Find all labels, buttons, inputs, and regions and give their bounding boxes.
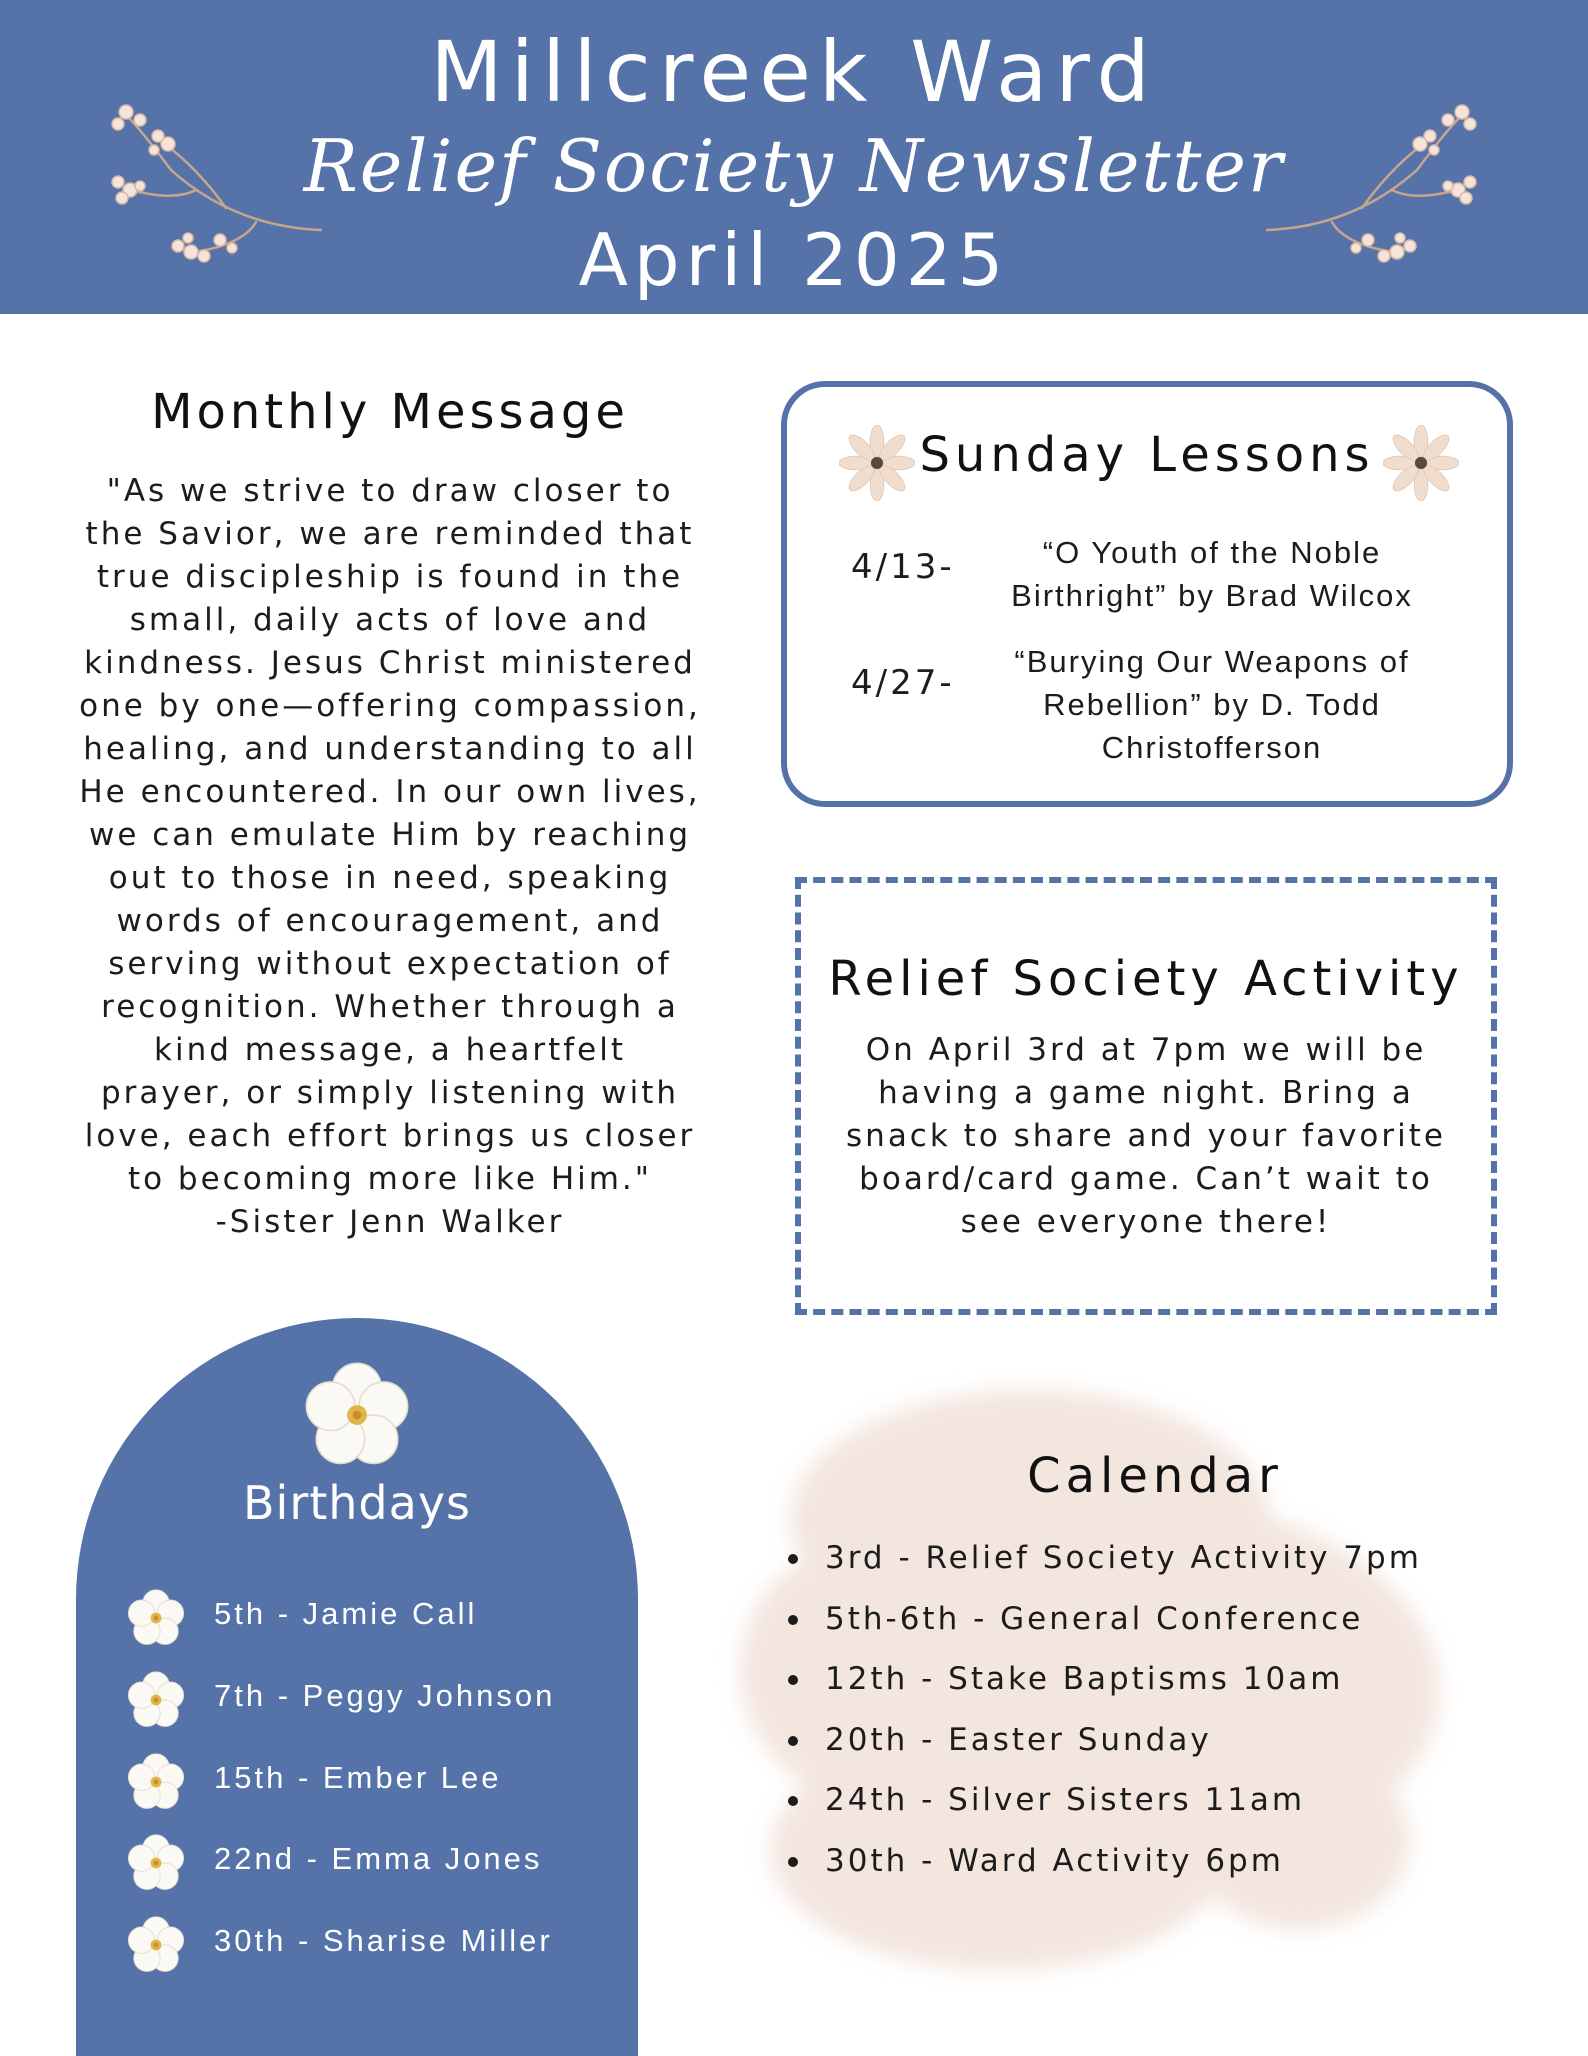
birthday-text: 7th - Peggy Johnson: [214, 1678, 556, 1713]
message-line: to becoming more like Him.": [127, 1161, 653, 1197]
activity-line: see everyone there!: [960, 1204, 1332, 1240]
bullet-icon: [788, 1675, 798, 1685]
message-line: serving without expectation of: [108, 946, 672, 982]
bullet-icon: [788, 1554, 798, 1564]
message-line: words of encouragement, and: [116, 903, 664, 939]
message-line: kind message, a heartfelt: [154, 1032, 626, 1068]
activity-line: board/card game. Can’t wait to: [859, 1161, 1433, 1197]
calendar-heading: Calendar: [1027, 1448, 1283, 1504]
activity-heading: Relief Society Activity: [828, 951, 1464, 1007]
lesson-date: 4/27-: [851, 663, 955, 703]
calendar-item-text: 20th - Easter Sunday: [825, 1721, 1212, 1758]
message-line: small, daily acts of love and: [129, 602, 651, 638]
message-line: "As we strive to draw closer to: [106, 473, 674, 509]
sunday-lessons-box: [781, 381, 1513, 807]
monthly-message-body: [72, 470, 708, 1244]
activity-line: having a game night. Bring a: [878, 1075, 1414, 1111]
birthday-item: [126, 1670, 636, 1730]
birthday-text: 5th - Jamie Call: [214, 1596, 478, 1631]
lesson-title: [957, 640, 1467, 769]
message-line: recognition. Whether through a: [101, 989, 679, 1025]
calendar-list: [780, 1535, 1480, 1898]
bullet-icon: [788, 1857, 798, 1867]
lesson-title-line: “O Youth of the Noble: [1042, 535, 1382, 570]
message-line: He encountered. In our own lives,: [79, 774, 701, 810]
lesson-title: [957, 531, 1467, 617]
white-flower-icon: [302, 1360, 412, 1470]
birthdays-heading: Birthdays: [242, 1476, 472, 1530]
bullet-icon: [788, 1615, 798, 1625]
calendar-item-text: 30th - Ward Activity 6pm: [825, 1842, 1284, 1879]
newsletter-date: April 2025: [578, 218, 1010, 302]
message-line: true discipleship is found in the: [96, 559, 684, 595]
calendar-item-text: 12th - Stake Baptisms 10am: [825, 1661, 1344, 1697]
newsletter-ward-title: Millcreek Ward: [430, 23, 1158, 121]
activity-line: On April 3rd at 7pm we will be: [865, 1032, 1427, 1068]
header-banner: [0, 0, 1588, 314]
monthly-message-heading: Monthly Message: [151, 384, 629, 440]
message-line: out to those in need, speaking: [108, 860, 672, 896]
message-line: love, each effort brings us closer: [84, 1118, 696, 1154]
lesson-title-line: Rebellion” by D. Todd: [1043, 687, 1381, 722]
birthday-item: [126, 1833, 636, 1893]
message-line: kindness. Jesus Christ ministered: [84, 645, 696, 681]
message-line: we can emulate Him by reaching: [88, 817, 692, 853]
calendar-item: [780, 1535, 1480, 1596]
calendar-item: [780, 1838, 1480, 1899]
calendar-item-text: 24th - Silver Sisters 11am: [825, 1782, 1306, 1818]
sunday-lessons-heading: Sunday Lessons: [919, 427, 1375, 483]
activity-line: snack to share and your favorite: [846, 1118, 1446, 1154]
birthday-item: [126, 1752, 636, 1812]
lesson-title-line: “Burying Our Weapons of: [1014, 644, 1410, 679]
white-flower-icon: [126, 1588, 186, 1648]
message-line: one by one—offering compassion,: [79, 688, 701, 724]
birthday-item: [126, 1588, 636, 1648]
white-flower-icon: [126, 1752, 186, 1812]
calendar-item: [780, 1777, 1480, 1838]
white-flower-icon: [126, 1670, 186, 1730]
lesson-date: 4/13-: [851, 547, 955, 587]
activity-body: [831, 1029, 1461, 1244]
birthday-text: 22nd - Emma Jones: [214, 1841, 543, 1876]
calendar-item-text: 3rd - Relief Society Activity 7pm: [825, 1540, 1422, 1576]
bullet-icon: [788, 1736, 798, 1746]
white-flower-icon: [126, 1833, 186, 1893]
lesson-title-line: Birthright” by Brad Wilcox: [1011, 578, 1413, 613]
message-line: the Savior, we are reminded that: [85, 516, 695, 552]
message-line: prayer, or simply listening with: [100, 1075, 680, 1111]
calendar-item: [780, 1596, 1480, 1657]
message-line: healing, and understanding to all: [83, 731, 697, 767]
calendar-item: [780, 1656, 1480, 1717]
birthdays-panel: [76, 1318, 638, 2056]
white-flower-icon: [126, 1915, 186, 1975]
bullet-icon: [788, 1796, 798, 1806]
lesson-title-line: Christofferson: [1101, 730, 1323, 765]
message-signature: -Sister Jenn Walker: [215, 1204, 565, 1240]
birthday-text: 30th - Sharise Miller: [214, 1923, 553, 1958]
birthday-item: [126, 1915, 636, 1975]
birthday-text: 15th - Ember Lee: [214, 1760, 502, 1795]
newsletter-subtitle: Relief Society Newsletter: [303, 124, 1285, 208]
calendar-item-text: 5th-6th - General Conference: [825, 1600, 1364, 1637]
activity-box: [795, 877, 1497, 1315]
calendar-item: [780, 1717, 1480, 1778]
